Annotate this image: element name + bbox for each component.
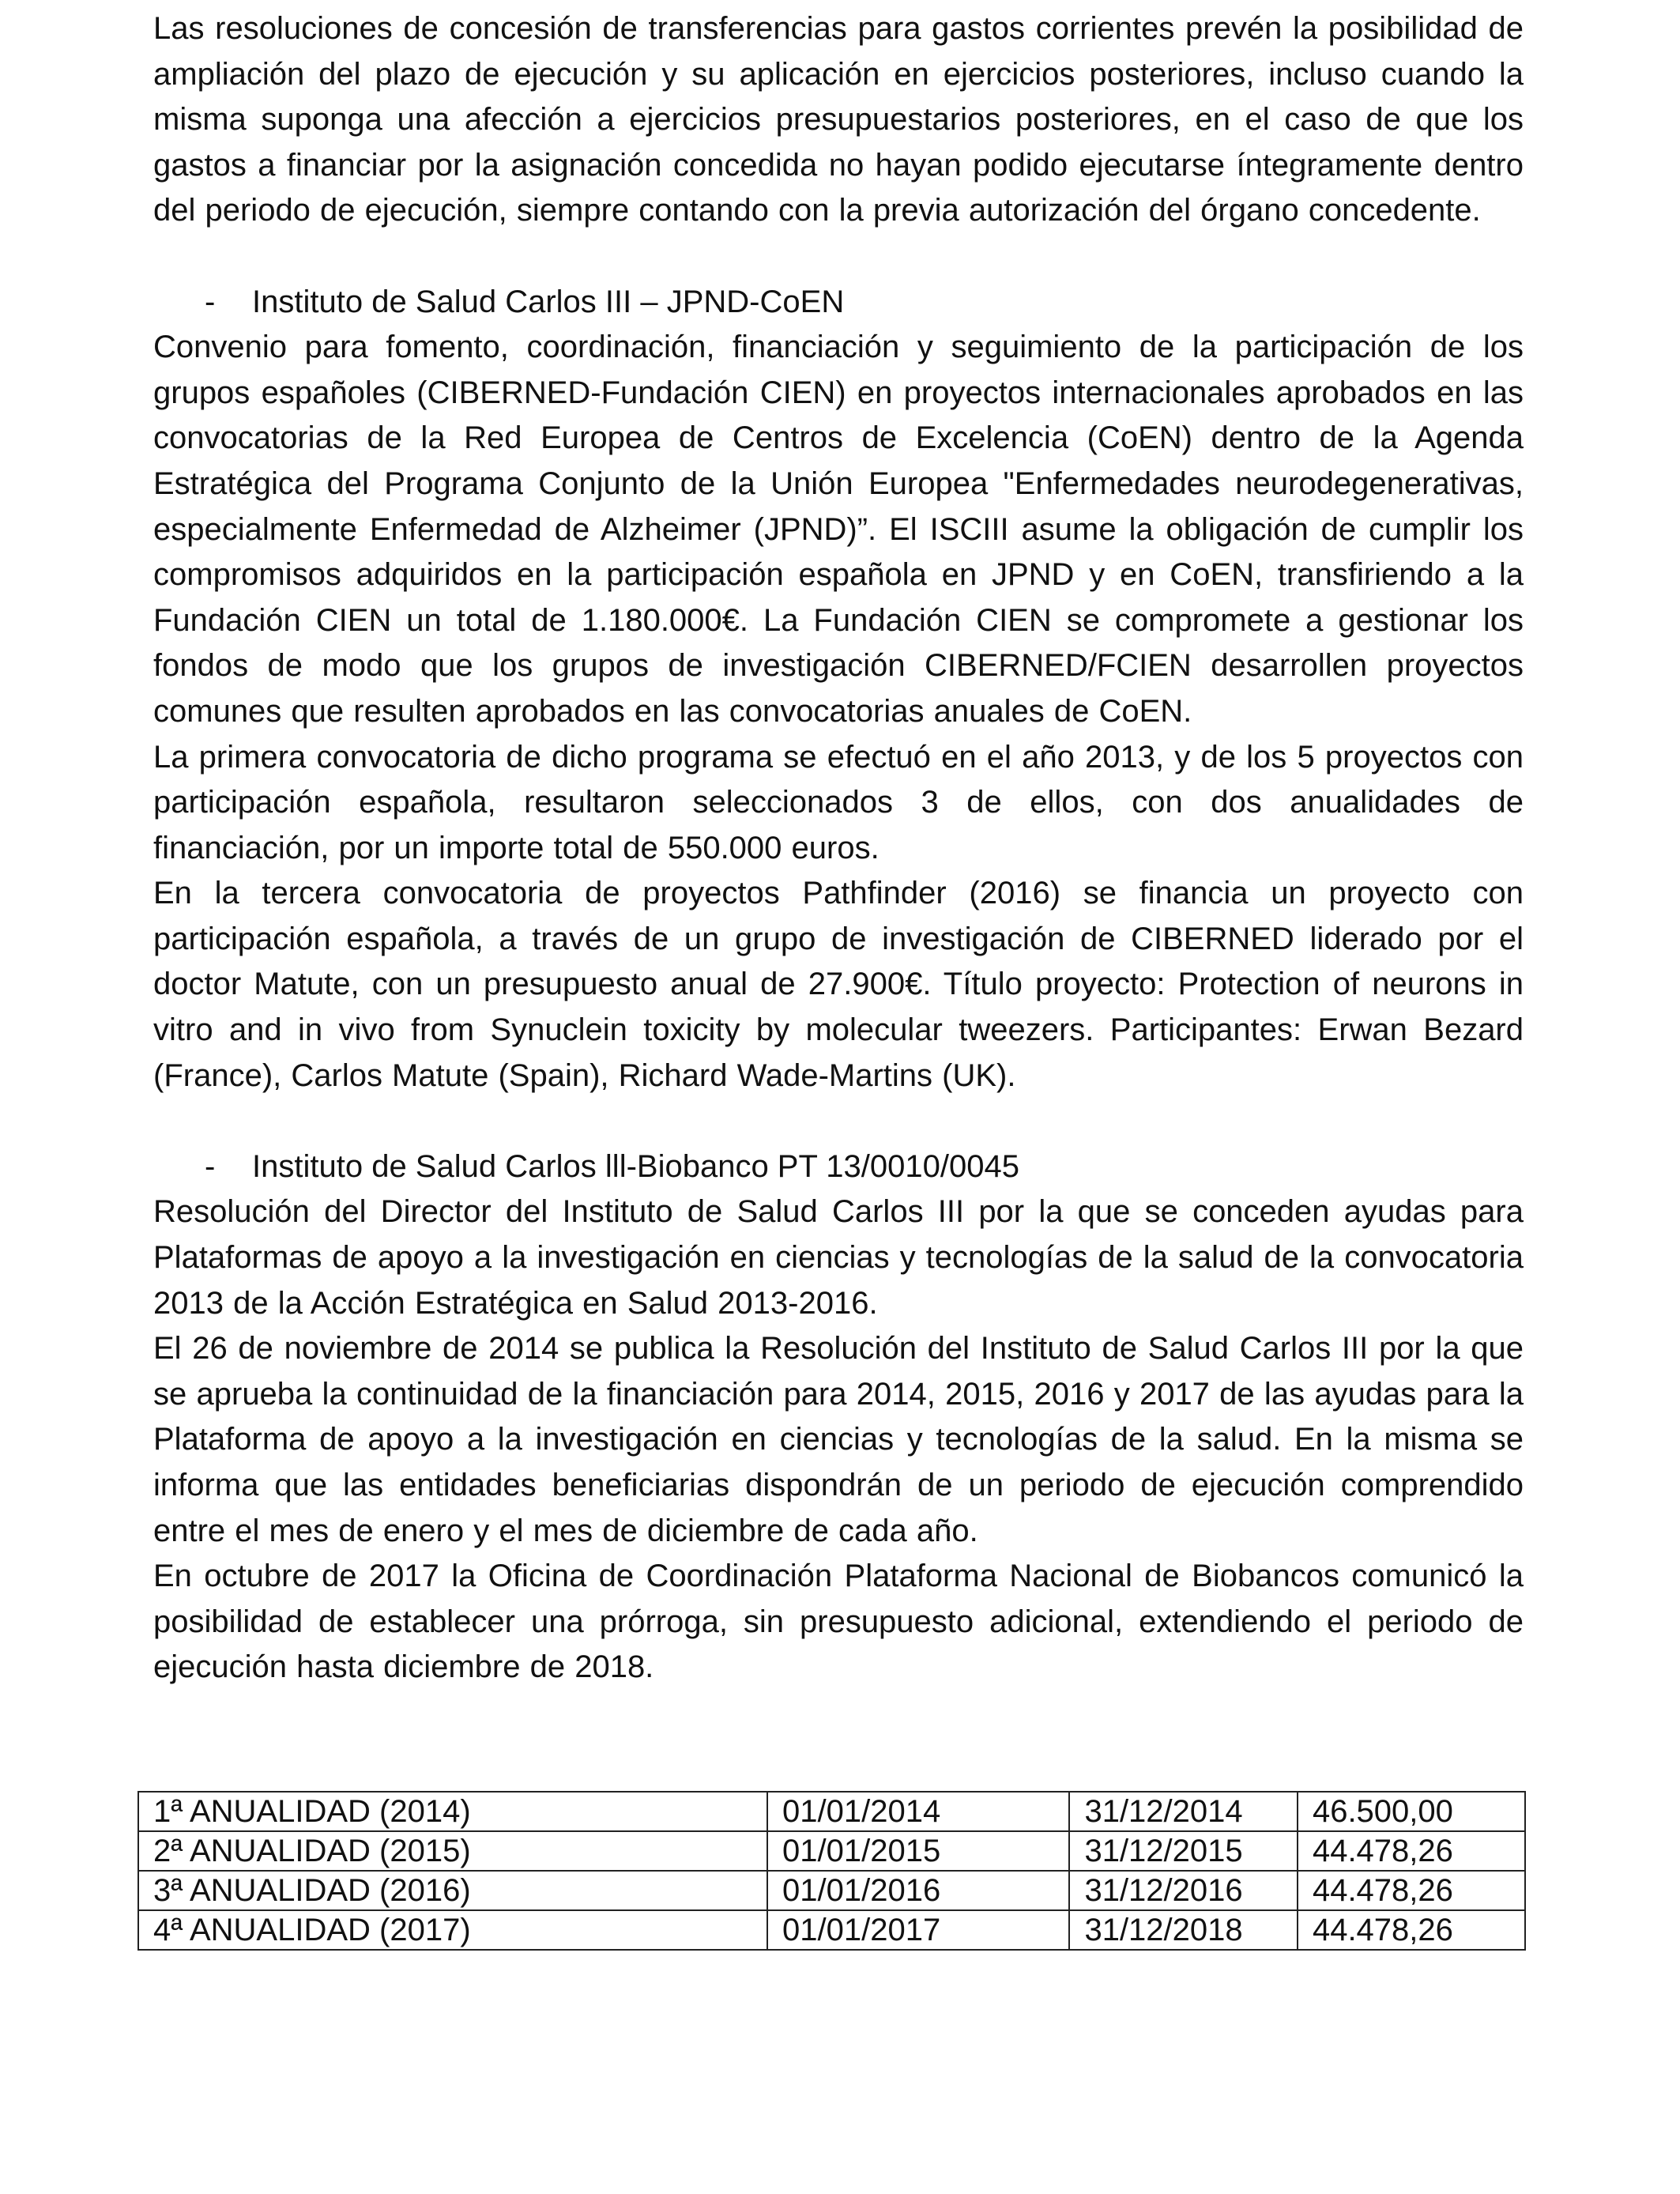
end-date: 31/12/2018 — [1069, 1910, 1298, 1950]
annuity-label: 4ª ANUALIDAD (2017) — [138, 1910, 767, 1950]
table-row — [138, 1831, 1525, 1871]
amount: 46.500,00 — [1298, 1792, 1525, 1831]
spacer — [153, 1099, 1524, 1144]
jpnd-paragraph-2: La primera convocatoria de dicho programa se efectuó en el año 2013, y de los 5 proyectos con participación española, resultaron seleccionados 3 de ellos, con dos anualidades de financiación, por un importe total de 550.000 euros. — [153, 739, 1524, 865]
annuity-label: 1ª ANUALIDAD (2014) — [138, 1792, 767, 1831]
dash-marker: - — [205, 284, 216, 319]
jpnd-paragraph-3: En la tercera convocatoria de proyectos Pathfinder (2016) se financia un proyecto con participación española, a través de un grupo de investigación de CIBERNED liderado por el doctor Matute, con un presupuesto anual de 27.900€. Título proyecto: Protection of neurons in vitro and in vivo from Synuclein toxicity by molecular tweezers. Participantes: Erwan Bezard (France), Carlos Matute (Spain), Richard Wade-Martins (UK). — [153, 876, 1524, 1093]
amount: 44.478,26 — [1298, 1871, 1525, 1910]
jpnd-paragraph-1: Convenio para fomento, coordinación, financiación y seguimiento de la participación de los grupos españoles (CIBERNED-Fundación CIEN) en proyectos internacionales aprobados en las convocatorias de la Red Europea de Centros de Excelencia (CoEN) dentro de la Agenda Estratégica del Programa Conjunto de la Unión Europea "Enfermedades neurodegenerativas, especialmente Enfermedad de Alzheimer (JPND)”. El ISCIII asume la obligación de cumplir los compromisos adquiridos en la participación española en JPND y en CoEN, transfiriendo a la Fundación CIEN un total de 1.180.000€. La Fundación CIEN se compromete a gestionar los fondos de modo que los grupos de investigación CIBERNED/FCIEN desarrollen proyectos comunes que resulten aprobados en las convocatorias anuales de CoEN. — [153, 330, 1524, 729]
biobanco-paragraph-1: Resolución del Director del Instituto de Salud Carlos III por la que se conceden ayudas para Plataformas de apoyo a la investigación en ciencias y tecnologías de la salud de la convocatoria 2013 de la Acción Estratégica en Salud 2013-2016. — [153, 1194, 1524, 1321]
end-date: 31/12/2014 — [1069, 1792, 1298, 1831]
amount: 44.478,26 — [1298, 1831, 1525, 1871]
annuity-label: 2ª ANUALIDAD (2015) — [138, 1831, 767, 1871]
intro-paragraph: Las resoluciones de concesión de transferencias para gastos corrientes prevén la posibilidad de ampliación del plazo de ejecución y su aplicación en ejercicios posteriores, incluso cuando la misma suponga una afección a ejercicios presupuestarios posteriores, en el caso de que los gastos a financiar por la asignación concedida no hayan podido ejecutarse íntegramente dentro del periodo de ejecución, siempre contando con la previa autorización del órgano concedente. — [153, 11, 1524, 228]
table-row — [138, 1871, 1525, 1910]
section-heading-text: Instituto de Salud Carlos III – JPND-CoEN — [252, 284, 845, 319]
amount: 44.478,26 — [1298, 1910, 1525, 1950]
start-date: 01/01/2017 — [767, 1910, 1069, 1950]
table-row — [138, 1792, 1525, 1831]
start-date: 01/01/2016 — [767, 1871, 1069, 1910]
start-date: 01/01/2015 — [767, 1831, 1069, 1871]
section-heading-biobanco — [153, 1144, 1524, 1190]
section-heading-text: Instituto de Salud Carlos lll-Biobanco PT 13/0010/0045 — [252, 1148, 1019, 1184]
annuities-table — [137, 1791, 1526, 1951]
annuity-label: 3ª ANUALIDAD (2016) — [138, 1871, 767, 1910]
end-date: 31/12/2015 — [1069, 1831, 1298, 1871]
spacer — [153, 234, 1524, 280]
biobanco-paragraph-2: El 26 de noviembre de 2014 se publica la Resolución del Instituto de Salud Carlos III por la que se aprueba la continuidad de la financiación para 2014, 2015, 2016 y 2017 de las ayudas para la Plataforma de apoyo a la investigación en ciencias y tecnologías de la salud. En la misma se informa que las entidades beneficiarias dispondrán de un periodo de ejecución comprendido entre el mes de enero y el mes de diciembre de cada año. — [153, 1331, 1524, 1548]
document-body — [153, 6, 1524, 1691]
table-row — [138, 1910, 1525, 1950]
section-heading-jpnd — [153, 280, 1524, 326]
end-date: 31/12/2016 — [1069, 1871, 1298, 1910]
biobanco-paragraph-3: En octubre de 2017 la Oficina de Coordinación Plataforma Nacional de Biobancos comunicó la posibilidad de establecer una prórroga, sin presupuesto adicional, extendiendo el periodo de ejecución hasta diciembre de 2018. — [153, 1559, 1524, 1685]
dash-marker: - — [205, 1148, 216, 1184]
start-date: 01/01/2014 — [767, 1792, 1069, 1831]
